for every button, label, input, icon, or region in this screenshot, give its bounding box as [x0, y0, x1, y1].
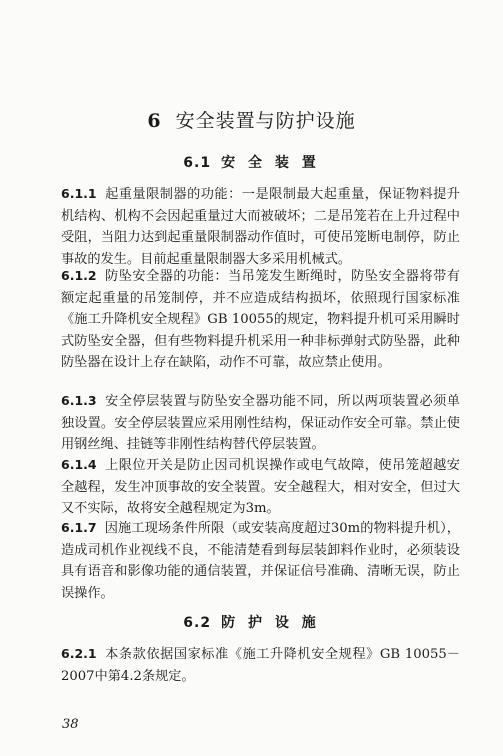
clause-text: 因施工现场条件所限（或安装高度超过30m的物料提升机），造成司机作业视线不良，不能清楚看到每层装卸料作业时，必须装设具有语音和影像功能的通信装置，并保证信号准确、清晰无误，防止误操作。	[61, 521, 460, 601]
clause-text: 起重量限制器的功能：一是限制最大起重量，保证物料提升机结构、机构不会因起重量过大而被破坏；二是吊笼若在上升过程中受阻，当阻力达到起重量限制器动作值时，可使吊笼断电制停，防止事故的发生。目前起重量限制器大多采用机械式。	[61, 187, 460, 267]
clause-text: 上限位开关是防止因司机误操作或电气故障，使吊笼超越安全越程，发生冲顶事故的安全装置。安全越程大，相对安全，但过大又不实际，故将安全越程规定为3m。	[61, 458, 460, 517]
chapter-heading: 安全装置与防护设施	[175, 110, 356, 132]
clause-number: 6.1.3	[61, 393, 97, 408]
clause-text: 本条款依据国家标准《施工升降机安全规程》GB 10055－2007中第4.2条规定。	[61, 647, 460, 684]
clause-number: 6.1.7	[61, 520, 97, 535]
section-title-6-2	[0, 612, 503, 632]
section-number: 6.2	[183, 615, 212, 631]
clause-text: 安全停层装置与防坠安全器功能不同，所以两项装置必须单独设置。安全停层装置应采用刚性结构，保证动作安全可靠。禁止使用钢丝绳、挂链等非刚性结构替代停层装置。	[61, 394, 460, 453]
clause-6-1-3	[61, 390, 460, 456]
section-heading: 安 全 装 置	[221, 155, 320, 171]
page-number: 38	[62, 717, 79, 732]
clause-number: 6.1.2	[61, 268, 97, 283]
chapter-title	[0, 106, 503, 133]
clause-6-2-1	[61, 643, 460, 687]
clause-text: 防坠安全器的功能：当吊笼发生断绳时，防坠安全器将带有额定起重量的吊笼制停，并不应造成结构损坏，依照现行国家标准《施工升降机安全规程》GB 10055的规定，物料提升机可采用瞬时式防坠安全器，但有些物料提升机采用一种非标弹射式防坠器，此种防坠器在设计上存在缺陷，动作不可靠，故应禁止使用。	[61, 269, 460, 371]
section-title-6-1	[0, 152, 503, 172]
clause-6-1-7	[61, 517, 460, 604]
clause-6-1-4	[61, 454, 460, 520]
chapter-number: 6	[147, 110, 162, 132]
clause-6-1-1	[61, 183, 460, 270]
clause-number: 6.1.4	[61, 457, 97, 472]
section-number: 6.1	[183, 155, 212, 171]
section-heading: 防 护 设 施	[221, 615, 320, 631]
clause-number: 6.2.1	[61, 646, 97, 661]
clause-6-1-2	[61, 265, 460, 374]
clause-number: 6.1.1	[61, 186, 97, 201]
